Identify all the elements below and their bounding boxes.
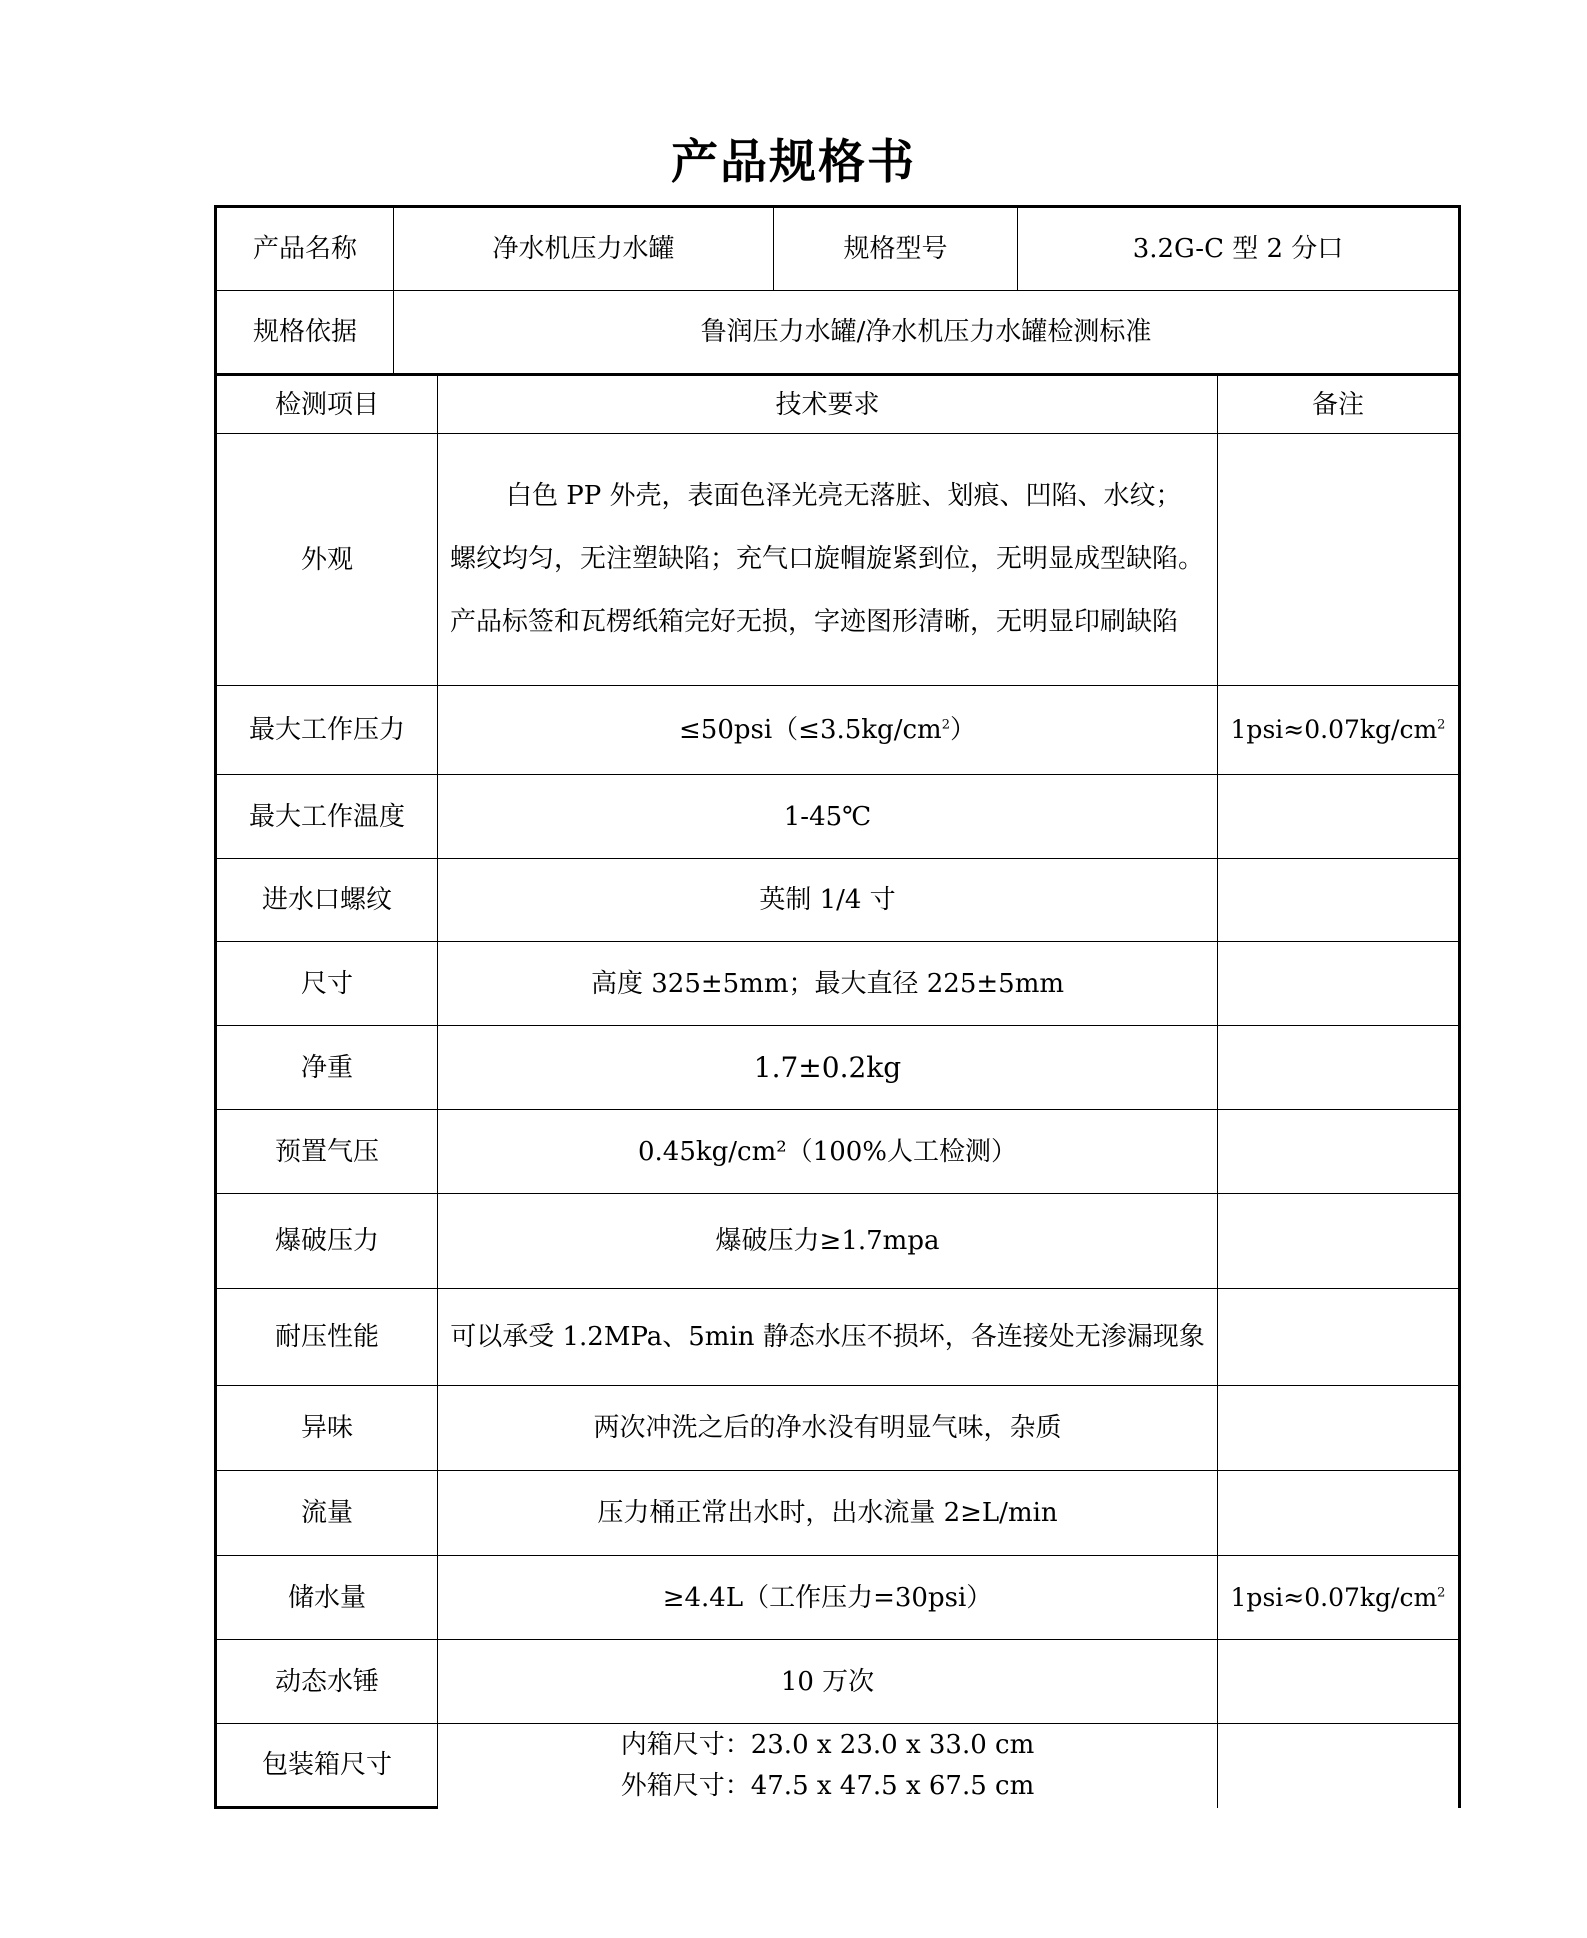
row-remark	[1218, 942, 1460, 1026]
table-row	[216, 1640, 1460, 1724]
row-item: 包装箱尺寸	[216, 1724, 438, 1808]
row-item: 最大工作压力	[216, 686, 438, 775]
requirement-line: 外箱尺寸：47.5 x 47.5 x 67.5 cm	[620, 1770, 1035, 1801]
row-item: 进水口螺纹	[216, 859, 438, 942]
table-row	[216, 434, 1460, 686]
row-remark	[1218, 859, 1460, 942]
row-remark	[1218, 1386, 1460, 1471]
row-requirement: 压力桶正常出水时，出水流量 2≥L/min	[438, 1471, 1218, 1556]
table-row	[216, 1026, 1460, 1110]
requirement-text: ≤50psi（≤3.5kg/cm	[679, 715, 942, 745]
row-remark	[1218, 1724, 1460, 1808]
page-title: 产品规格书	[671, 135, 916, 190]
table-row	[216, 775, 1460, 859]
spec-table	[214, 375, 1461, 1809]
row-remark	[1218, 1110, 1460, 1194]
product-name-label: 产品名称	[216, 207, 394, 291]
table-row	[216, 291, 1460, 375]
row-item: 尺寸	[216, 942, 438, 1026]
superscript: 2	[1437, 1585, 1446, 1601]
row-remark	[1218, 1194, 1460, 1289]
row-remark	[1218, 1289, 1460, 1386]
requirement-tail: ）	[949, 715, 976, 745]
row-requirement: 高度 325±5mm；最大直径 225±5mm	[438, 942, 1218, 1026]
row-remark	[1218, 1556, 1460, 1640]
row-remark	[1218, 1640, 1460, 1724]
table-row	[216, 1386, 1460, 1471]
remark-text: 1psi≈0.07kg/cm	[1230, 715, 1438, 744]
row-requirement: ≥4.4L（工作压力=30psi）	[438, 1556, 1218, 1640]
table-row	[216, 1289, 1460, 1386]
row-item: 外观	[216, 434, 438, 686]
basis-label: 规格依据	[216, 291, 394, 375]
row-requirement	[438, 686, 1218, 775]
row-requirement: 白色 PP 外壳，表面色泽光亮无落脏、划痕、凹陷、水纹；螺纹均匀，无注塑缺陷；充气口旋帽旋紧到位，无明显成型缺陷。产品标签和瓦楞纸箱完好无损，字迹图形清晰，无明显印刷缺陷	[438, 434, 1218, 686]
row-item: 耐压性能	[216, 1289, 438, 1386]
table-row	[216, 376, 1460, 434]
table-row	[216, 1556, 1460, 1640]
table-row	[216, 1194, 1460, 1289]
model-label: 规格型号	[774, 207, 1018, 291]
superscript: 2	[1437, 717, 1446, 733]
row-item: 爆破压力	[216, 1194, 438, 1289]
row-item: 最大工作温度	[216, 775, 438, 859]
column-header-requirement: 技术要求	[438, 376, 1218, 434]
row-remark	[1218, 1471, 1460, 1556]
row-remark	[1218, 1026, 1460, 1110]
column-header-remark: 备注	[1218, 376, 1460, 434]
row-requirement: 1-45℃	[438, 775, 1218, 859]
requirement-line: 内箱尺寸：23.0 x 23.0 x 33.0 cm	[620, 1729, 1035, 1760]
basis-value: 鲁润压力水罐/净水机压力水罐检测标准	[394, 291, 1460, 375]
row-requirement: 10 万次	[438, 1640, 1218, 1724]
table-row	[216, 686, 1460, 775]
row-item: 流量	[216, 1471, 438, 1556]
table-row	[216, 1471, 1460, 1556]
row-requirement: 两次冲洗之后的净水没有明显气味，杂质	[438, 1386, 1218, 1471]
row-remark	[1218, 434, 1460, 686]
row-item: 动态水锤	[216, 1640, 438, 1724]
remark-text: 1psi≈0.07kg/cm	[1230, 1582, 1438, 1612]
model-value: 3.2G-C 型 2 分口	[1018, 207, 1460, 291]
table-row	[216, 859, 1460, 942]
table-row	[216, 1724, 1460, 1808]
row-requirement: 1.7±0.2kg	[438, 1026, 1218, 1110]
column-header-item: 检测项目	[216, 376, 438, 434]
row-requirement: 0.45kg/cm²（100%人工检测）	[438, 1110, 1218, 1194]
row-requirement: 爆破压力≥1.7mpa	[438, 1194, 1218, 1289]
row-item: 异味	[216, 1386, 438, 1471]
row-remark	[1218, 686, 1460, 775]
table-row	[216, 207, 1460, 291]
table-row	[216, 942, 1460, 1026]
row-requirement: 英制 1/4 寸	[438, 859, 1218, 942]
row-item: 预置气压	[216, 1110, 438, 1194]
product-name-value: 净水机压力水罐	[394, 207, 774, 291]
header-table	[214, 205, 1461, 376]
row-remark	[1218, 775, 1460, 859]
table-row	[216, 1110, 1460, 1194]
row-item: 净重	[216, 1026, 438, 1110]
row-requirement: 可以承受 1.2MPa、5min 静态水压不损坏，各连接处无渗漏现象	[438, 1289, 1218, 1386]
row-requirement	[438, 1724, 1218, 1808]
superscript: 2	[941, 717, 950, 733]
row-item: 储水量	[216, 1556, 438, 1640]
